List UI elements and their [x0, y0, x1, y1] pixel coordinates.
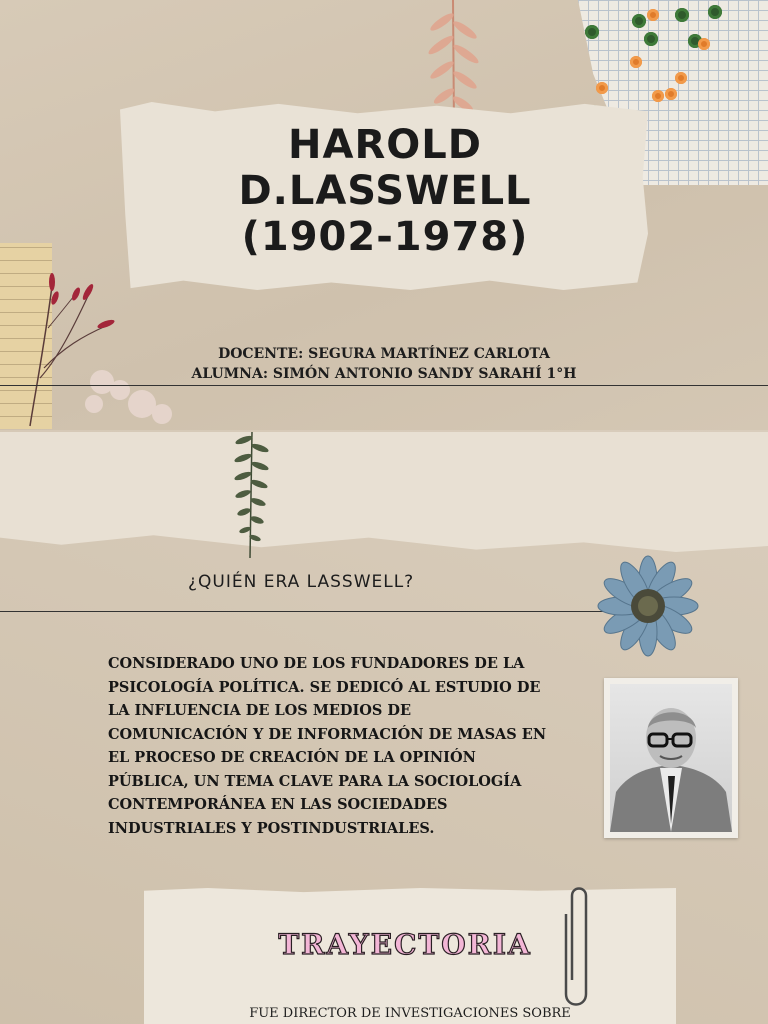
orange-sequin-icon — [630, 56, 642, 68]
bio-line: PÚBLICA, UN TEMA CLAVE PARA LA SOCIOLOGÍA — [108, 772, 522, 790]
person-portrait-icon — [610, 684, 732, 832]
orange-sequin-icon — [652, 90, 664, 102]
portrait-photo — [604, 678, 738, 838]
student-name: ALUMNA: SIMÓN ANTONIO SANDY SARAHÍ 1°H — [191, 366, 577, 382]
bio-line: CONSIDERADO UNO DE LOS FUNDADORES DE LA — [108, 655, 525, 672]
bio-line: LA INFLUENCIA DE LOS MEDIOS DE — [108, 702, 412, 719]
section-heading-who: ¿QUIÉN ERA LASSWELL? — [188, 572, 415, 592]
green-sequin-icon — [585, 25, 599, 39]
portrait-image — [610, 684, 732, 832]
title-line-surname: D.LASSWELL — [238, 168, 532, 214]
bio-line: EL PROCESO DE CREACIÓN DE LA OPINIÓN — [108, 749, 476, 766]
bio-line: CONTEMPORÁNEA EN LAS SOCIEDADES — [108, 796, 448, 813]
green-sequin-icon — [632, 14, 646, 28]
fern-leaf-icon — [232, 432, 272, 558]
orange-sequin-icon — [665, 88, 677, 100]
orange-sequin-icon — [698, 38, 710, 50]
orange-sequin-icon — [596, 82, 608, 94]
divider-line — [0, 611, 620, 612]
torn-paper-strip — [0, 432, 768, 552]
divider-line — [0, 385, 768, 386]
title-line-years: (1902-1978) — [241, 214, 529, 260]
teacher-name: DOCENTE: SEGURA MARTÍNEZ CARLOTA — [218, 346, 550, 362]
bio-line: COMUNICACIÓN Y DE INFORMACIÓN DE MASAS EN — [108, 725, 547, 743]
credits-block — [0, 344, 768, 384]
green-sequin-icon — [708, 5, 722, 19]
bio-line: PSICOLOGÍA POLÍTICA. SE DEDICÓ AL ESTUDIO DE — [108, 678, 541, 696]
orange-sequin-icon — [675, 72, 687, 84]
orange-sequin-icon — [647, 9, 659, 21]
title-line-name: HAROLD — [288, 122, 482, 168]
bio-text — [108, 652, 558, 840]
career-text: FUE DIRECTOR DE INVESTIGACIONES SOBRE — [249, 1006, 571, 1021]
blue-daisy-icon — [592, 554, 704, 662]
green-sequin-icon — [675, 8, 689, 22]
section-heading-career: TRAYECTORIA — [278, 928, 532, 961]
green-sequin-icon — [644, 32, 658, 46]
paper-clip-icon — [558, 884, 594, 1010]
page-title — [140, 122, 630, 260]
bio-line: INDUSTRIALES Y POSTINDUSTRIALES. — [108, 819, 435, 837]
